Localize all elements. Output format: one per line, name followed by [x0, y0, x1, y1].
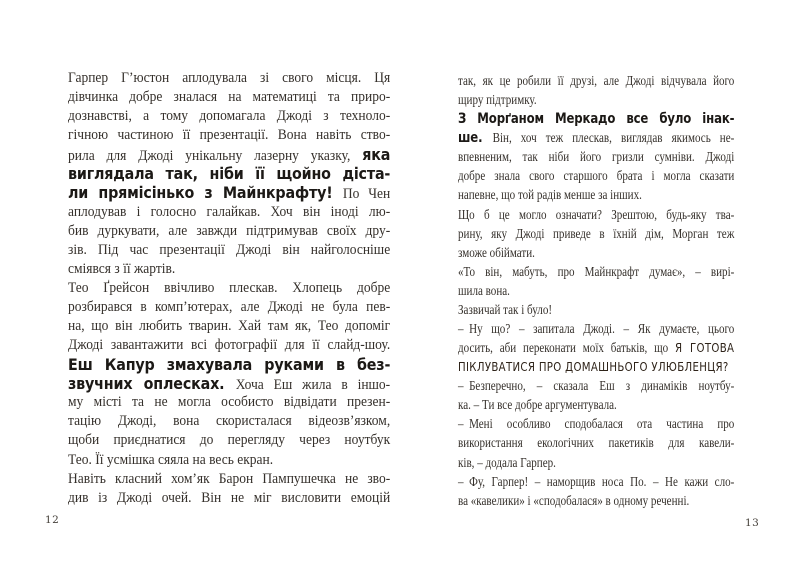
body-text: шила вона.	[458, 282, 510, 298]
text-line	[458, 109, 734, 128]
text-line	[458, 414, 734, 433]
handwritten-text: Я ГОТОВА	[675, 340, 735, 356]
text-line	[68, 374, 390, 393]
body-text: рила для Джоді унікальну лазерну указку,	[68, 148, 363, 165]
text-line	[458, 281, 734, 300]
emphasis-text: ше.	[458, 130, 493, 147]
body-text: добре знала свого старшого брата і могла сказати	[458, 168, 735, 184]
body-text: аплодував і голосно галайкав. Хоч він іноді лю-	[68, 203, 391, 220]
body-text: Гарпер Г’юстон аплодувала зі свого місця. Ця	[68, 70, 391, 86]
body-text: впевненим, так ніби його гризли сумніви. Джоді	[458, 149, 735, 165]
emphasis-text: Еш Капур змахувала руками в без-	[68, 355, 391, 375]
emphasis-text: З Морґаном Меркадо все було інак-	[458, 111, 735, 128]
body-text: Хоча Еш жила в іншо-	[235, 377, 391, 394]
text-line	[68, 69, 390, 88]
body-text: – Фу, Гарпер! – наморщив носа По. – Не кажи сло-	[458, 473, 735, 489]
text-line	[68, 164, 390, 183]
body-text: – Мені особливо сподобалася ота частина про	[458, 416, 735, 432]
text-line	[68, 412, 390, 431]
text-line	[68, 470, 390, 489]
emphasis-text: ли прямісінько з Майнкрафту!	[68, 183, 343, 203]
text-line	[458, 472, 734, 491]
body-text: дівчинка добре зналася на математиці та приро-	[68, 89, 391, 106]
text-line	[68, 298, 390, 317]
emphasis-text: яка	[362, 145, 391, 165]
body-text: Зазвичай так і було!	[458, 301, 553, 317]
body-text: щоби приєднатися до перегляду через ноутбук	[68, 432, 391, 449]
body-text: ва «кавелики» і «сподобалася» в одному реченні.	[458, 492, 690, 508]
text-line	[68, 260, 390, 279]
body-text: гічною частиною її презентації. Вона навіть ство-	[68, 127, 391, 144]
text-line	[458, 128, 734, 147]
body-text: «То він, мабуть, про Майнкрафт думає», – вирі-	[458, 263, 735, 279]
body-text: Тео. Її усмішка сяяла на весь екран.	[68, 451, 274, 468]
text-line	[458, 395, 734, 414]
text-line	[458, 433, 734, 452]
right-page-number: 13	[745, 517, 760, 529]
text-line	[68, 489, 390, 508]
body-text: тацію Джоді, вона скористалася відеозв’язком,	[68, 413, 391, 430]
text-line	[458, 147, 734, 166]
body-text: ків, – додала Гарпер.	[458, 454, 556, 470]
body-text: бив дуркувати, але завжди підтримував своїх дру-	[68, 222, 391, 239]
body-text: Що б це могло означати? Зрештою, будь-яку тва-	[458, 206, 735, 222]
body-text: Навіть класний хом’як Барон Пампушечка не зво-	[68, 470, 391, 487]
body-text: – Безперечно, – сказала Еш з динаміків ноутбу-	[458, 378, 735, 394]
body-text: – Ну що? – запитала Джоді. – Як думаєте, цього	[458, 321, 735, 337]
body-text: так, як це робили її друзі, але Джоді відчувала його	[458, 73, 735, 88]
body-text: рину, яку Джоді приведе в їхній дім, Морган теж	[458, 225, 735, 241]
text-line	[68, 431, 390, 450]
left-page-text-column	[68, 69, 390, 508]
text-line	[68, 203, 390, 222]
text-line	[458, 71, 734, 90]
body-text: розбирався в комп’ютерах, але Джоді не була пев-	[68, 298, 391, 315]
text-line	[68, 183, 390, 202]
emphasis-text: звучних оплесках.	[68, 374, 236, 394]
text-line	[458, 300, 734, 319]
body-text: ка. – Ти все добре аргументувала.	[458, 397, 617, 413]
text-line	[68, 336, 390, 355]
body-text: досить, аби переконати моїх батьків, що	[458, 340, 676, 356]
text-line	[68, 88, 390, 107]
text-line	[68, 317, 390, 336]
text-line	[68, 355, 390, 374]
left-page-number: 12	[45, 514, 60, 526]
body-text: му місті та не могла особисто відвідати презен-	[68, 394, 391, 411]
text-line	[458, 185, 734, 204]
body-text: напевне, що той радів менше за інших.	[458, 187, 642, 203]
text-line	[458, 205, 734, 224]
body-text: дознавстві, а тому допомагала Джоді з техноло-	[68, 108, 391, 125]
body-text: Він, хоч теж плескав, виглядав якимось не-	[492, 130, 735, 146]
text-line	[458, 262, 734, 281]
body-text: сміявся з її жартів.	[68, 260, 176, 277]
text-line	[68, 107, 390, 126]
text-line	[458, 338, 734, 357]
text-line	[458, 243, 734, 262]
right-page-text-column	[458, 71, 734, 510]
text-line	[68, 279, 390, 298]
body-text: щиру підтримку.	[458, 92, 537, 108]
text-line	[458, 453, 734, 472]
text-line	[458, 90, 734, 109]
body-text: на, що він любить тварин. Хай там як, Тео допоміг	[68, 318, 391, 335]
text-line	[458, 224, 734, 243]
body-text: Тео Ґрейсон ввічливо плескав. Хлопець добре	[68, 279, 391, 296]
text-line	[458, 376, 734, 395]
text-line	[458, 319, 734, 338]
text-line	[68, 126, 390, 145]
body-text: По Чен	[342, 186, 391, 203]
body-text: див із Джоді очей. Він не міг висловити емоцій	[68, 489, 391, 506]
text-line	[68, 451, 390, 470]
body-text: Джоді завантажити всі фотографії для її слайд-шоу.	[68, 337, 391, 354]
text-line	[458, 357, 734, 376]
text-line	[68, 241, 390, 260]
body-text: зможе обіймати.	[458, 244, 535, 260]
text-line	[68, 145, 390, 164]
text-line	[458, 166, 734, 185]
handwritten-text: ПІКЛУВАТИСЯ ПРО ДОМАШНЬОГО УЛЮБЛЕНЦЯ?	[458, 359, 729, 375]
body-text: зів. Під час презентації Джоді він найголосніше	[68, 241, 391, 258]
body-text: використання екологічних пакетиків для кавели-	[458, 435, 735, 451]
emphasis-text: виглядала так, ніби її щойно діста-	[68, 164, 391, 184]
text-line	[68, 393, 390, 412]
text-line	[68, 222, 390, 241]
text-line	[458, 491, 734, 510]
